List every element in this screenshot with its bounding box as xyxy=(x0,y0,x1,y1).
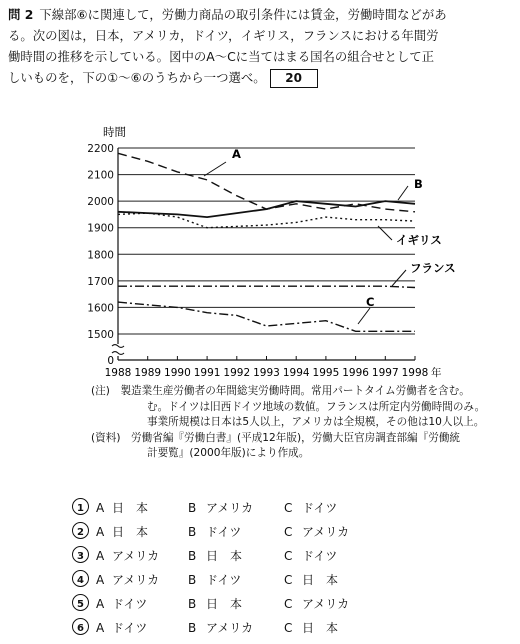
choice-number: 6 xyxy=(72,618,89,635)
series-label: イギリス xyxy=(396,233,442,247)
source-line: 計要覧』(2000年版)により作成。 xyxy=(147,447,310,460)
series-line-3 xyxy=(118,213,415,228)
y-tick-label: 1700 xyxy=(87,275,114,288)
question-text xyxy=(8,4,512,88)
series-label: フランス xyxy=(410,261,456,275)
source-line: (資料) 労働省編『労働白書』(平成12年版)，労働大臣官房調査部編『労働統 xyxy=(91,431,461,444)
y-tick-label: 2100 xyxy=(87,169,114,182)
chart-notes xyxy=(91,384,485,462)
x-tick-label: 1991 xyxy=(193,367,221,379)
choice-number: 4 xyxy=(72,570,89,587)
y-zero-label: 0 xyxy=(107,355,114,367)
y-tick-label: 1900 xyxy=(87,222,114,235)
x-tick-label: 1990 xyxy=(164,367,191,379)
working-hours-chart xyxy=(0,110,520,380)
leader-line xyxy=(392,270,406,286)
y-tick-label: 1800 xyxy=(87,249,114,262)
y-tick-label: 1500 xyxy=(87,329,114,341)
x-tick-label: 1997 xyxy=(371,367,399,379)
x-tick-label: 1992 xyxy=(223,367,251,379)
y-tick-label: 2000 xyxy=(87,196,114,209)
y-tick-label: 1600 xyxy=(87,302,114,315)
series-label: B xyxy=(414,177,423,191)
leader-line xyxy=(204,162,226,176)
note-line: 事業所規模は日本は5人以上，アメリカは全規模，その他は10人以上。 xyxy=(147,416,485,429)
x-tick-label: 1988 xyxy=(104,367,132,379)
question-number: 問 2 xyxy=(8,7,34,22)
question-line-1: 問 2 下線部⑥に関連して，労働力商品の取引条件には賃金，労働時間などがあ xyxy=(8,7,447,22)
x-tick-label: 1998 xyxy=(401,367,429,379)
note-line: む。ドイツは旧西ドイツ地域の数値。フランスは所定内労働時間のみ。 xyxy=(147,400,486,413)
x-tick-label: 1995 xyxy=(312,367,340,379)
x-tick-label: 1996 xyxy=(342,367,369,379)
note-line: (注) 製造業生産労働者の年間総実労働時間。常用パートタイム労働者を含む。 xyxy=(91,385,470,397)
axis-break-icon xyxy=(112,345,124,355)
answer-box: 20 xyxy=(270,69,318,88)
y-axis-title: 時間 xyxy=(103,125,126,139)
question-line-4: しいものを，下の①～⑥のうちから一つ選べ。 20 xyxy=(8,67,512,88)
choice-number: 1 xyxy=(72,498,89,515)
x-unit-label: 年 xyxy=(431,367,442,379)
x-tick-label: 1994 xyxy=(282,367,310,379)
x-tick-label: 1993 xyxy=(253,367,280,379)
choice-number: 3 xyxy=(72,546,89,563)
series-label: C xyxy=(366,295,375,309)
x-tick-label: 1989 xyxy=(134,367,162,379)
question-line-2: る。次の図は，日本，アメリカ，ドイツ，イギリス，フランスにおける年間労 xyxy=(8,28,439,43)
question-line-3: 働時間の推移を示している。図中のA～Cに当てはまる国名の組合せとして正 xyxy=(8,49,435,64)
series-line-2 xyxy=(118,201,415,217)
series-label: A xyxy=(232,147,241,161)
y-tick-label: 2200 xyxy=(87,143,114,155)
series-line-4 xyxy=(118,286,415,287)
leader-line xyxy=(398,186,408,200)
choice-number: 5 xyxy=(72,594,89,611)
choice-number: 2 xyxy=(72,522,89,539)
leader-line xyxy=(358,308,370,324)
